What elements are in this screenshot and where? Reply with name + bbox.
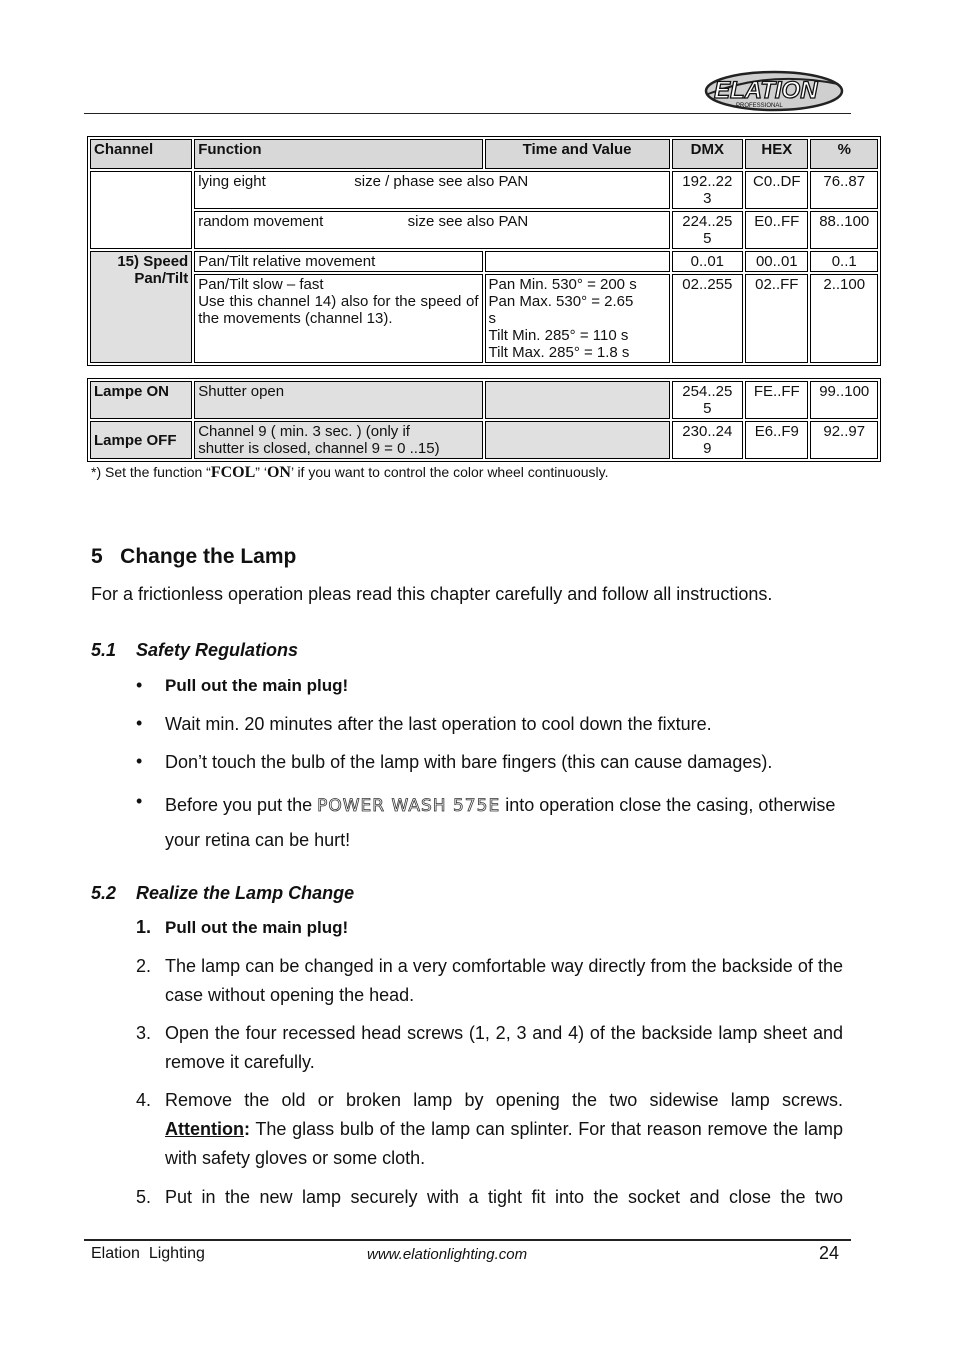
function-cell: Pan/Tilt slow – fast Use this channel 14) also for the speed of the movements (channel 13). <box>194 274 482 363</box>
product-name: POWER WASH 575E <box>317 796 501 816</box>
bullet-icon: • <box>136 791 143 811</box>
step-text: The lamp can be changed in a very comfortable way directly from the backside of the case without opening the head. <box>165 956 843 1005</box>
bullet-item: Don’t touch the bulb of the lamp with bare fingers (this can cause damages). <box>165 752 773 772</box>
table-row <box>90 251 878 272</box>
step-text-part: The glass bulb of the lamp can splinter. For that reason remove the lamp with safety gloves or some cloth. <box>165 1119 843 1168</box>
dmx-cell: 0..01 <box>672 251 744 272</box>
hex-cell: C0..DF <box>745 171 808 209</box>
header-rule <box>84 113 851 114</box>
footer-website-link[interactable]: www.elationlighting.com <box>367 1246 528 1263</box>
hex-cell: FE..FF <box>745 381 808 419</box>
section-heading: 5 Change the Lamp <box>91 545 297 568</box>
step-text-part: Remove the old or broken lamp by opening the two sidewise lamp screws. <box>165 1090 843 1110</box>
channel-table <box>87 136 881 366</box>
function-cell: Channel 9 ( min. 3 sec. ) (only if shutter is closed, channel 9 = 0 ..15) <box>194 421 482 459</box>
footnote-text: ” ‘ <box>255 464 267 480</box>
table-row <box>90 274 878 363</box>
time-value-cell <box>485 251 670 272</box>
percent-cell: 99..100 <box>810 381 878 419</box>
footnote-fcol: FCOL <box>210 464 256 481</box>
footnote-text: *) Set the function “ <box>91 464 211 480</box>
header-channel: Channel <box>90 139 192 169</box>
time-value-cell <box>485 381 670 419</box>
step-number: 3. <box>136 1023 152 1043</box>
hex-cell: 00..01 <box>745 251 808 272</box>
function-cell: Pan/Tilt relative movement <box>194 251 482 272</box>
bullet-item: Pull out the main plug! <box>165 676 349 695</box>
bullet-text: Before you put the <box>165 795 318 815</box>
footer-company: Elation Lighting <box>91 1245 205 1262</box>
header-percent: % <box>810 139 878 169</box>
bullet-icon: • <box>136 675 143 695</box>
dmx-cell: 254..25 5 <box>672 381 744 419</box>
svg-text:PROFESSIONAL: PROFESSIONAL <box>736 103 783 109</box>
subsection-heading-5-1: 5.1 Safety Regulations <box>91 640 299 660</box>
bullet-icon: • <box>136 713 143 733</box>
step-number: 5. <box>136 1187 152 1207</box>
elation-logo <box>700 66 844 116</box>
function-cell: random movement size see also PAN <box>194 211 669 249</box>
bullet-item: Wait min. 20 minutes after the last operation to cool down the fixture. <box>165 714 712 734</box>
percent-cell: 2..100 <box>810 274 878 363</box>
channel-cell: Lampe OFF <box>90 421 192 459</box>
page-number: 24 <box>819 1243 840 1263</box>
dmx-cell: 02..255 <box>672 274 744 363</box>
bullet-text: into operation close the casing, otherwise your retina can be hurt! <box>165 795 836 850</box>
hex-cell: E6..F9 <box>745 421 808 459</box>
bullet-icon: • <box>136 751 143 771</box>
footnote-text: ’ if you want to control the color wheel continuously. <box>290 464 609 480</box>
step-text <box>165 1086 843 1173</box>
channel-cell: 15) Speed Pan/Tilt <box>90 251 192 363</box>
footnote <box>91 464 608 482</box>
function-cell: Shutter open <box>194 381 482 419</box>
table-row <box>90 381 878 419</box>
footer-rule <box>84 1239 851 1241</box>
svg-text:ELATION: ELATION <box>714 77 818 104</box>
channel-cell: Lampe ON <box>90 381 192 419</box>
step-text: Put in the new lamp securely with a tight fit into the socket and close the two <box>165 1187 843 1207</box>
hex-cell: 02..FF <box>745 274 808 363</box>
lamp-table <box>87 378 881 462</box>
percent-cell: 88..100 <box>810 211 878 249</box>
table-row <box>90 211 878 249</box>
step-number: 2. <box>136 956 152 976</box>
percent-cell: 92..97 <box>810 421 878 459</box>
footnote-on: ON <box>266 464 291 481</box>
channel-cell <box>90 171 192 249</box>
subsection-heading-5-2: 5.2 Realize the Lamp Change <box>91 883 355 903</box>
header-time-value: Time and Value <box>485 139 670 169</box>
header-dmx: DMX <box>672 139 744 169</box>
function-cell: lying eight size / phase see also PAN <box>194 171 669 209</box>
time-value-cell: Pan Min. 530° = 200 s Pan Max. 530° = 2.65 s Tilt Min. 285° = 110 s Tilt Max. 285° = 1.8 s <box>485 274 670 363</box>
bullet-item <box>165 788 843 857</box>
table-header-row <box>90 139 878 169</box>
dmx-cell: 230..24 9 <box>672 421 744 459</box>
dmx-cell: 192..22 3 <box>672 171 744 209</box>
table-row <box>90 421 878 459</box>
step-text: Open the four recessed head screws (1, 2, 3 and 4) of the backside lamp sheet and remove it carefully. <box>165 1023 843 1072</box>
time-value-cell <box>485 421 670 459</box>
header-hex: HEX <box>745 139 808 169</box>
percent-cell: 76..87 <box>810 171 878 209</box>
step-number: 4. <box>136 1090 152 1110</box>
hex-cell: E0..FF <box>745 211 808 249</box>
header-function: Function <box>194 139 482 169</box>
step-number: 1. <box>136 917 152 937</box>
table-row <box>90 171 878 209</box>
attention-colon: : <box>243 1119 250 1139</box>
percent-cell: 0..1 <box>810 251 878 272</box>
section-intro: For a frictionless operation pleas read this chapter carefully and follow all instructions. <box>91 584 773 604</box>
attention-label: Attention <box>165 1119 244 1139</box>
step-text: Pull out the main plug! <box>165 918 349 937</box>
dmx-cell: 224..25 5 <box>672 211 744 249</box>
